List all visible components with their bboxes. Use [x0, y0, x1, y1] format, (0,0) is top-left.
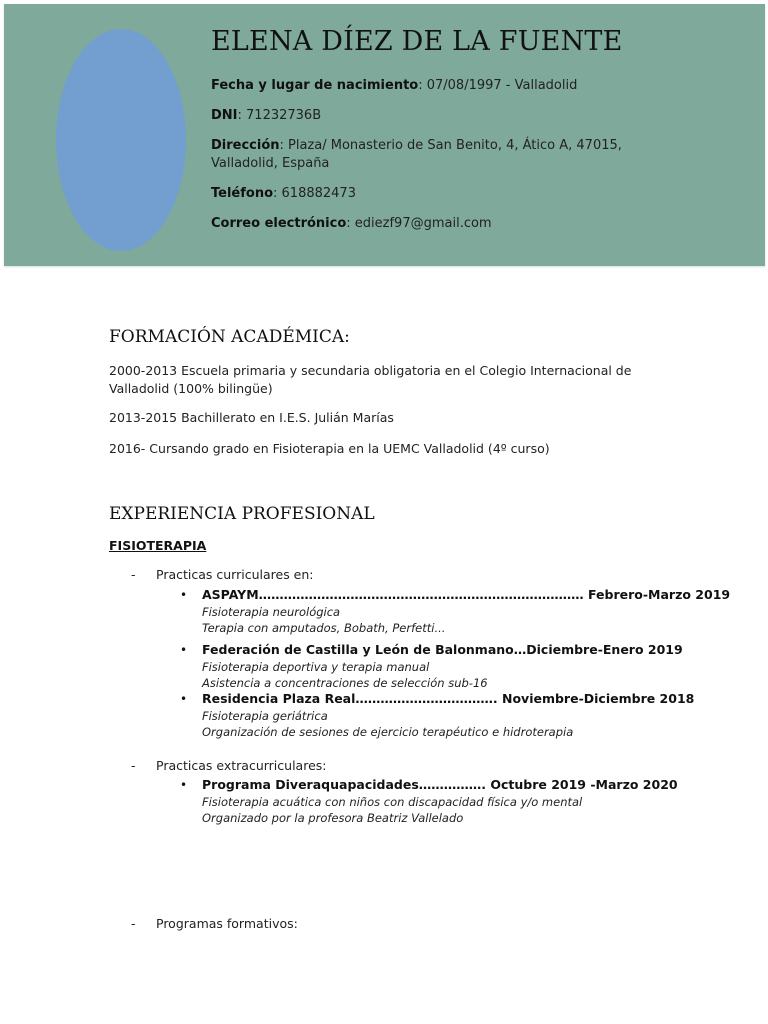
section-title-formacion: FORMACIÓN ACADÉMICA:: [109, 327, 350, 347]
entry-detail: Fisioterapia geriátrica: [202, 709, 328, 723]
entry-detail: Organizado por la profesora Beatriz Vallelado: [202, 811, 464, 825]
dash-marker: -: [131, 758, 136, 773]
bullet-marker: •: [180, 643, 188, 657]
formacion-item: 2000-2013 Escuela primaria y secundaria obligatoria en el Colegio Internacional de Valladolid (100% bilingüe): [109, 363, 632, 396]
bullet-marker: •: [180, 692, 188, 706]
entry-title: Programa Diveraquapacidades……………. Octubre 2019 -Marzo 2020: [202, 777, 678, 792]
group-label: Programas formativos:: [156, 916, 298, 931]
info-phone: [211, 185, 356, 203]
entry-detail: Fisioterapia deportiva y terapia manual: [202, 660, 430, 674]
info-email: [211, 215, 492, 233]
formacion-item: 2013-2015 Bachillerato en I.E.S. Julián Marías: [109, 410, 394, 425]
info-address-label: Dirección: [211, 138, 280, 153]
subhead-fisioterapia: FISIOTERAPIA: [109, 538, 207, 553]
info-address-value: : Plaza/ Monasterio de San Benito, 4, Ático A, 47015, Valladolid, España: [211, 138, 622, 171]
bullet-marker: •: [180, 778, 188, 792]
bullet-marker: •: [180, 588, 188, 602]
formacion-item: 2016- Cursando grado en Fisioterapia en la UEMC Valladolid (4º curso): [109, 441, 550, 456]
entry-title: Federación de Castilla y León de Balonmano…Diciembre-Enero 2019: [202, 642, 683, 657]
info-birth-value: : 07/08/1997 - Valladolid: [418, 78, 578, 93]
entry-detail: Terapia con amputados, Bobath, Perfetti...: [202, 621, 446, 635]
info-dni-label: DNI: [211, 108, 238, 123]
dash-marker: -: [131, 916, 136, 931]
group-label: Practicas curriculares en:: [156, 567, 314, 582]
info-dni-value: : 71232736B: [237, 108, 322, 123]
profile-photo-placeholder: [56, 29, 186, 251]
entry-detail: Fisioterapia acuática con niños con discapacidad física y/o mental: [202, 795, 583, 809]
group-programas: [131, 916, 298, 931]
info-birth-label: Fecha y lugar de nacimiento: [211, 78, 419, 93]
entry-detail: Organización de sesiones de ejercicio terapéutico e hidroterapia: [202, 725, 574, 739]
info-phone-value: : 618882473: [273, 186, 356, 201]
info-email-label: Correo electrónico: [211, 216, 347, 231]
info-birth: [211, 77, 577, 95]
cv-header: [4, 4, 765, 266]
group-curriculares: [131, 567, 314, 582]
entry-title: ASPAYM…………………………………………………………………… Febrero-Marzo 2019: [202, 587, 731, 602]
info-address: [211, 137, 651, 173]
info-email-value: : ediezf97@gmail.com: [346, 216, 492, 231]
group-label: Practicas extracurriculares:: [156, 758, 327, 773]
entry-detail: Asistencia a concentraciones de selección sub-16: [202, 676, 488, 690]
info-dni: [211, 107, 321, 125]
candidate-name: ELENA DÍEZ DE LA FUENTE: [211, 26, 623, 57]
entry-title: Residencia Plaza Real……………………………. Noviembre-Diciembre 2018: [202, 691, 695, 706]
group-extracurriculares: [131, 758, 326, 773]
entry-detail: Fisioterapia neurológica: [202, 605, 341, 619]
info-phone-label: Teléfono: [211, 186, 274, 201]
section-title-experiencia: EXPERIENCIA PROFESIONAL: [109, 504, 375, 524]
dash-marker: -: [131, 567, 136, 582]
